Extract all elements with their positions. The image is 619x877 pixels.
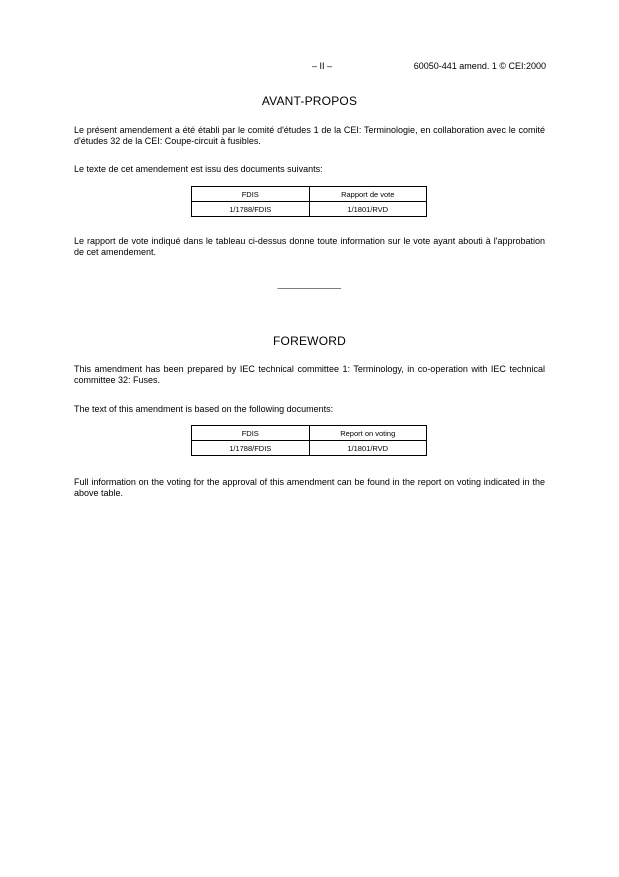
english-paragraph-2: The text of this amendment is based on the following documents: xyxy=(74,404,334,414)
page-number: – II – xyxy=(312,61,333,71)
table-row xyxy=(192,441,427,456)
document-reference: 60050-441 amend. 1 © CEI:2000 xyxy=(413,61,546,71)
english-paragraph-3: Full information on the voting for the approval of this amendment can be found in the report on voting indicated in the above table. xyxy=(74,477,545,498)
table-header-row xyxy=(192,187,427,202)
table-header-cell: Rapport de vote xyxy=(309,187,427,202)
section-separator: ______________ xyxy=(277,279,341,289)
table-cell: 1/1801/RVD xyxy=(309,441,427,456)
table-header-cell: FDIS xyxy=(192,426,310,441)
english-documents-table xyxy=(191,425,427,456)
table-header-cell: Report on voting xyxy=(309,426,427,441)
table-row xyxy=(192,202,427,217)
table-cell: 1/1801/RVD xyxy=(309,202,427,217)
page-header xyxy=(0,61,619,75)
table-header-row xyxy=(192,426,427,441)
table-cell: 1/1788/FDIS xyxy=(192,202,310,217)
table-header-cell: FDIS xyxy=(192,187,310,202)
french-documents-table xyxy=(191,186,427,217)
avant-propos-title: AVANT-PROPOS xyxy=(261,94,358,108)
french-paragraph-1: Le présent amendement a été établi par le comité d'études 1 de la CEI: Terminologie, en collaboration avec le comité d'études 32 de la CEI: Coupe-circuit à fusibles. xyxy=(74,125,545,146)
french-paragraph-2: Le texte de cet amendement est issu des documents suivants: xyxy=(74,164,323,174)
foreword-title: FOREWORD xyxy=(273,334,346,348)
english-paragraph-1: This amendment has been prepared by IEC technical committee 1: Terminology, in co-operation with IEC technical committee 32: Fuses. xyxy=(74,364,545,385)
french-paragraph-3: Le rapport de vote indiqué dans le tableau ci-dessus donne toute information sur le vote ayant abouti à l'approbation de cet amendement. xyxy=(74,236,545,257)
table-cell: 1/1788/FDIS xyxy=(192,441,310,456)
